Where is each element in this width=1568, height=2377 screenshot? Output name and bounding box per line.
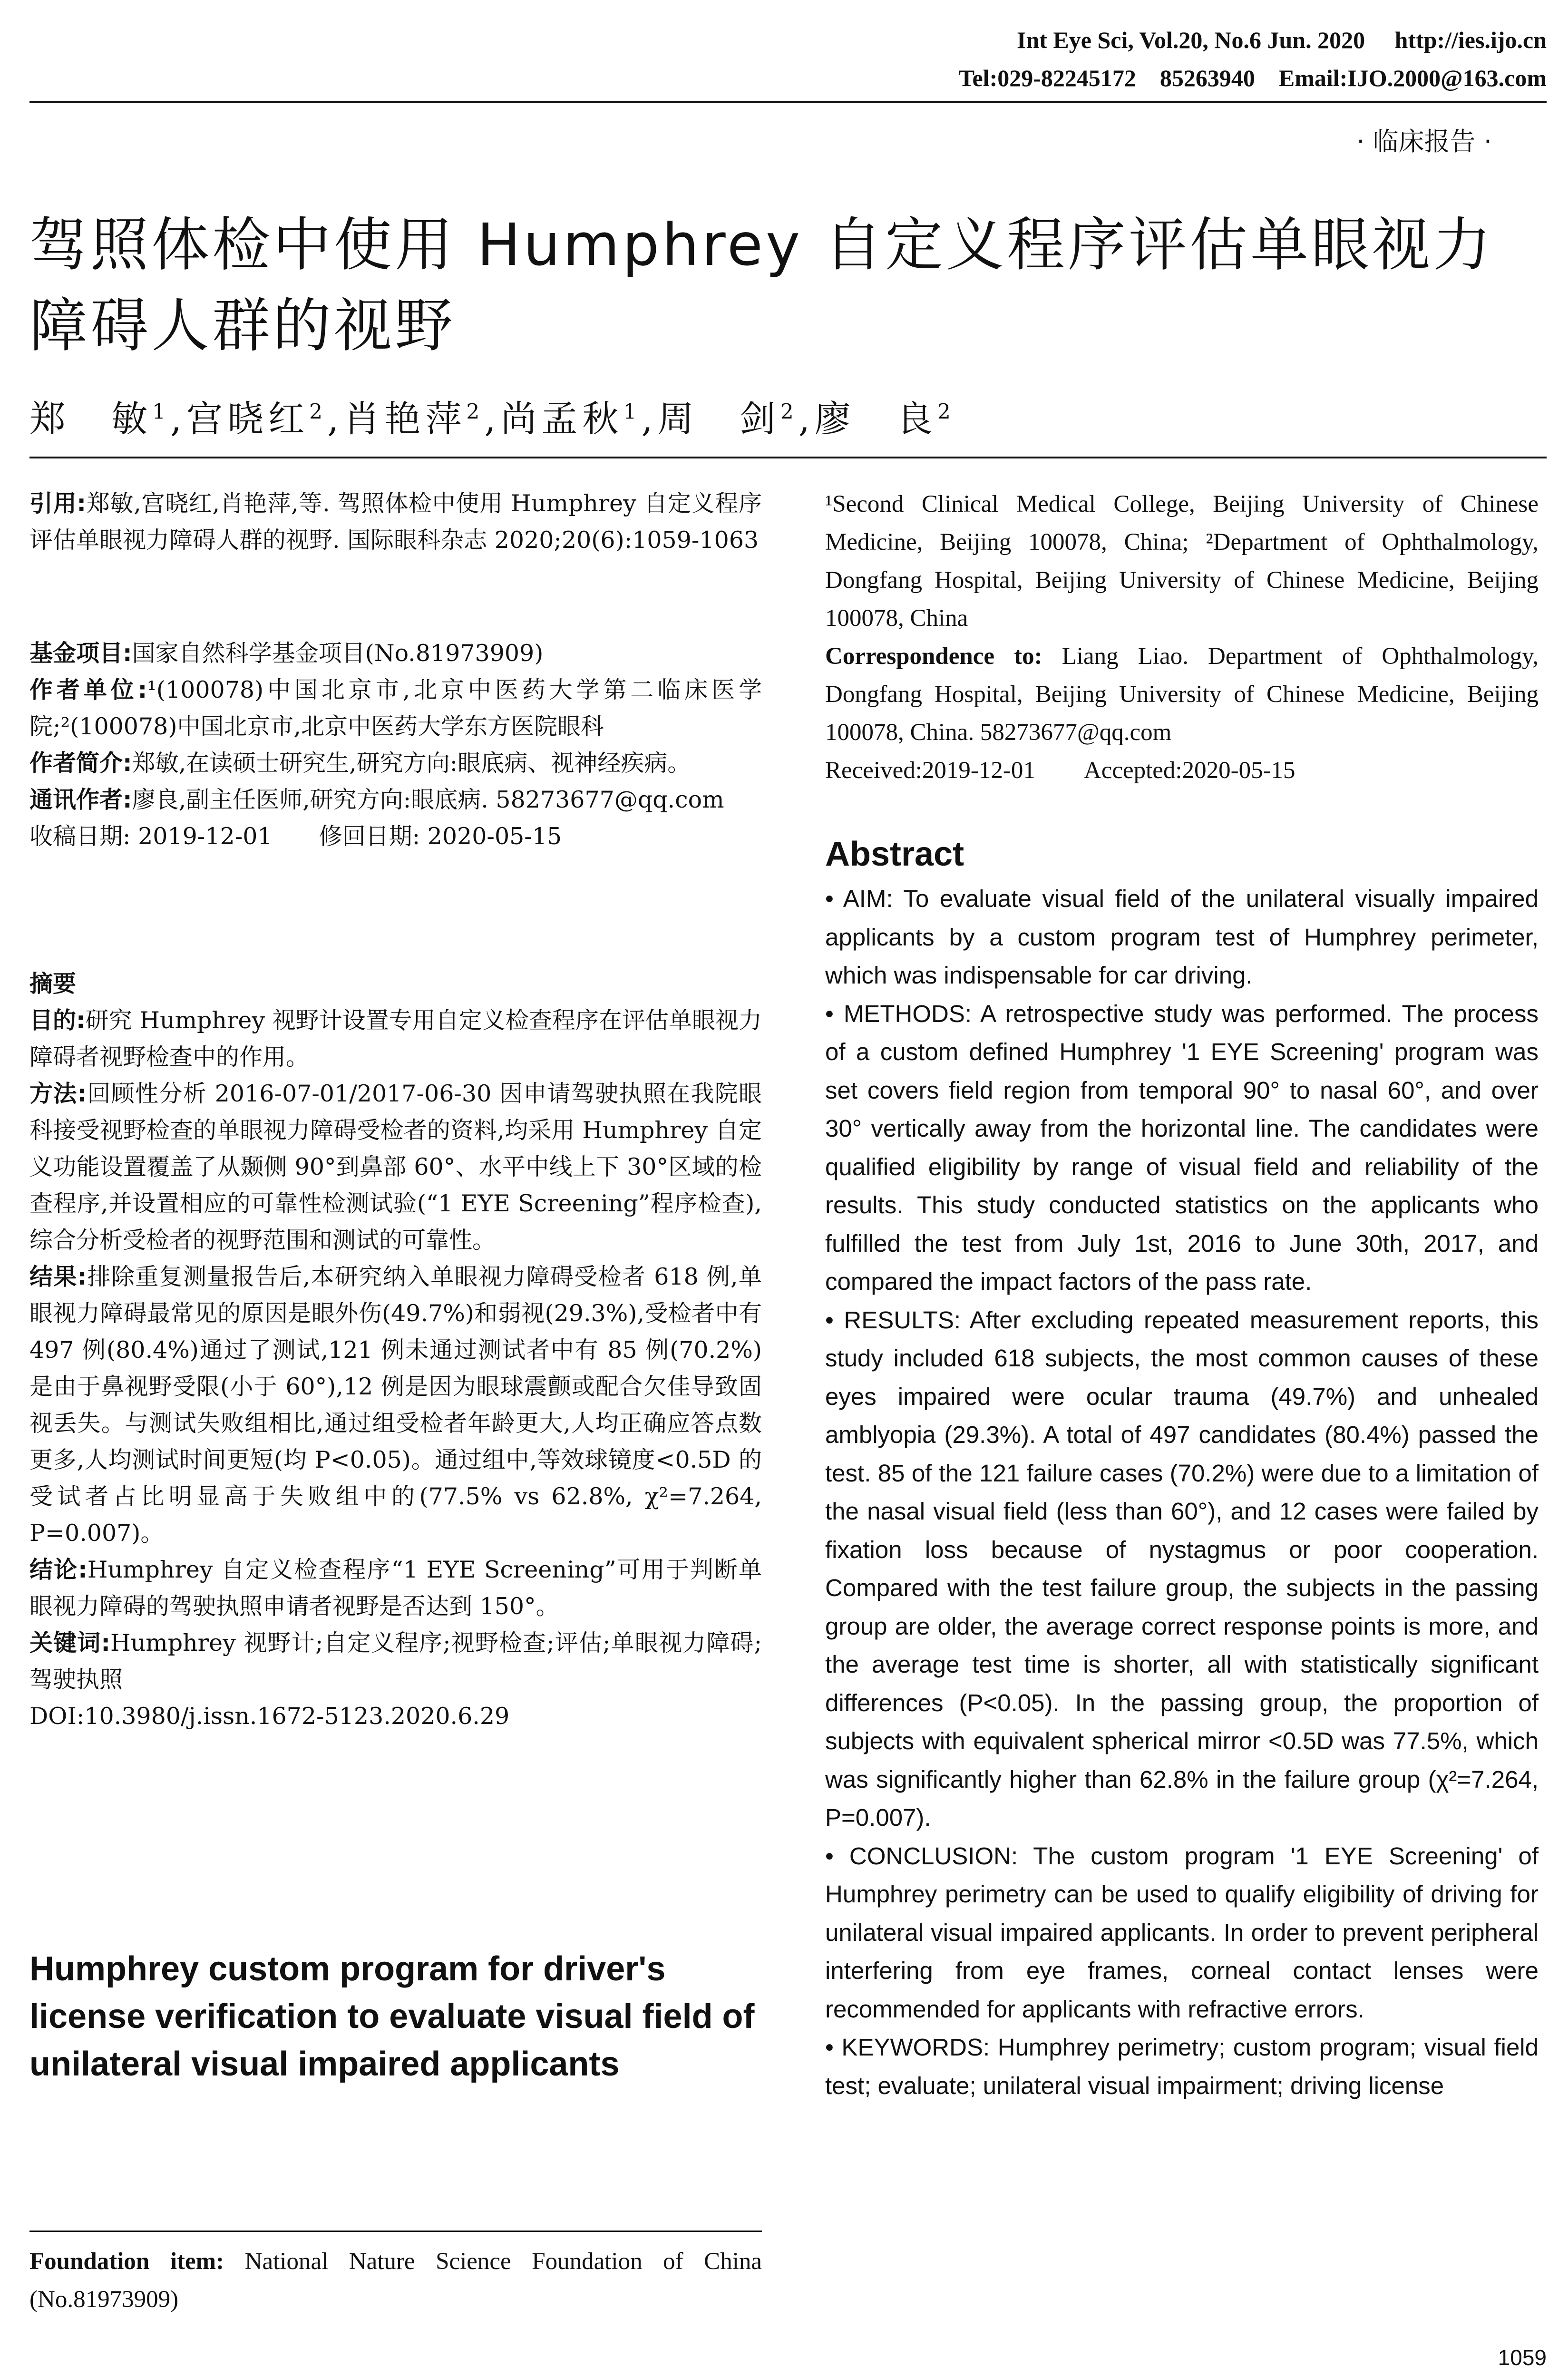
footnote-divider <box>29 2231 762 2232</box>
correspondence-text: Liang Liao. Department of Ophthalmology, Dongfang Hospital, Beijing University of Chinese Medicine, Beijing 100078, China. 58273677@qq.com <box>825 643 1539 746</box>
dates-cn: 收稿日期: 2019-12-01 修回日期: 2020-05-15 <box>29 823 562 850</box>
abstract-en-results: • RESULTS: After excluding repeated measurement reports, this study included 618 subjects, the most common causes of these eyes impaired were ocular trauma (49.7%) and unhealed amblyopia (29.3%). A total of 497 candidates (80.4%) passed the test. 85 of the 121 failure cases (70.2%) were due to a limitation of the nasal visual field (less than 60°), and 12 cases were failed by fixation loss because of nystagmus or poor cooperation. Compared with the test failure group, the subjects in the passing group are older, the average correct response points is more, and the average test time is shorter, all with statistically significant differences (P<0.05). In the passing group, the proportion of subjects with equivalent spherical mirror <0.5D was 77.5%, which was significantly higher than 62.8% in the failure group (χ²=7.264, P=0.007). <box>825 1306 1539 1831</box>
fund-text: 国家自然科学基金项目(No.81973909) <box>132 640 544 667</box>
conclusion-text: Humphrey 自定义检查程序“1 EYE Screening”可用于判断单眼视力障碍的驾驶执照申请者视野是否达到 150°。 <box>29 1556 762 1620</box>
foundation-label: Foundation item: <box>29 2248 224 2275</box>
author-affiliation-mark: 1 <box>152 399 170 424</box>
journal-header-contact: Tel:029-82245172 85263940 Email:IJO.2000@163.com <box>958 65 1547 91</box>
methods-text: 回顾性分析 2016-07-01/2017-06-30 因申请驾驶执照在我院眼科接受视野检查的单眼视力障碍受检者的资料,均采用 Humphrey 自定义功能设置覆盖了从颞侧 90°到鼻部 60°、水平中线上下 30°区域的检查程序,并设置相应的可靠性检测试验(“1 EYE Screening”程序检查),综合分析受检者的视野范围和测试的可靠性。 <box>29 1080 762 1254</box>
article-info-block <box>29 635 762 855</box>
abstract-en-conclusion: • CONCLUSION: The custom program '1 EYE Screening' of Humphrey perimetry can be used to qualify eligibility of driving for unilateral visual impaired applicants. In order to prevent peripheral interfering from eye frames, corneal contact lenses were recommended for applicants with refractive errors. <box>825 1842 1539 2023</box>
abstract-cn <box>29 965 762 1734</box>
author-name: 尚孟秋 <box>500 398 623 440</box>
foundation-text: National Nature Science Foundation of China (No.81973909) <box>29 2248 762 2313</box>
bio-text: 郑敏,在读硕士研究生,研究方向:眼底病、视神经疾病。 <box>132 750 691 777</box>
citation-text: 郑敏,宫晓红,肖艳萍,等. 驾照体检中使用 Humphrey 自定义程序评估单眼视力障碍人群的视野. 国际眼科杂志 2020;20(6):1059-1063 <box>29 490 762 554</box>
abstract-en-methods: • METHODS: A retrospective study was performed. The process of a custom defined Humphrey '1 EYE Screening' program was set covers field region from temporal 90° to nasal 60°, and over 30° vertically away from the horizontal line. The candidates were qualified eligibility by range of visual field and reliability of the results. This study conducted statistics on the applicants who fulfilled the test from July 1st, 2016 to June 30th, 2017, and compared the impact factors of the pass rate. <box>825 1000 1539 1295</box>
article-title-cn: 驾照体检中使用 Humphrey 自定义程序评估单眼视力障碍人群的视野 <box>29 211 1494 360</box>
author-affiliation-mark: 2 <box>780 399 799 424</box>
results-text: 排除重复测量报告后,本研究纳入单眼视力障碍受检者 618 例,单眼视力障碍最常见的原因是眼外伤(49.7%)和弱视(29.3%),受检者中有 497 例(80.4%)通过了测试,121 例未通过测试者中有 85 例(70.2%)是由于鼻视野受限(小于 60°),12 例是因为眼球震颤或配合欠佳导致固视丢失。与测试失败组相比,通过组受检者年龄更大,人均正确应答点数更多,人均测试时间更短(均 P<0.05)。通过组中,等效球镜度<0.5D 的受试者占比明显高于失败组中的(77.5% vs 62.8%, χ²=7.264, P=0.007)。 <box>29 1263 762 1547</box>
received-accepted: Received:2019-12-01 Accepted:2020-05-15 <box>825 757 1295 784</box>
doi: DOI:10.3980/j.issn.1672-5123.2020.6.29 <box>29 1703 510 1730</box>
title-divider <box>29 457 1547 458</box>
author-name: 宫晓红 <box>186 398 310 440</box>
correspondence-block <box>825 637 1539 789</box>
author-list-cn: 郑 敏$^1$,宫晓红$^2$,肖艳萍$^2$,尚孟秋$^1$,周 剑$^2$,廖 良$^2$ <box>29 398 955 440</box>
citation-block <box>29 485 762 558</box>
author-affiliation-mark: 2 <box>309 399 328 424</box>
author-name: 廖 良 <box>814 398 937 440</box>
header-divider <box>29 101 1547 103</box>
author-affiliation-mark: 2 <box>466 399 485 424</box>
aim-text: 研究 Humphrey 视野计设置专用自定义检查程序在评估单眼视力障碍者视野检查中的作用。 <box>29 1007 762 1071</box>
article-title-en: Humphrey custom program for driver's license verification to evaluate visual field of unilateral visual impaired applicants <box>29 1950 755 2083</box>
affiliations-en: ¹Second Clinical Medical College, Beijing University of Chinese Medicine, Beijing 100078, China; ²Department of Ophthalmology, Dongfang Hospital, Beijing University of Chinese Medicine, Beijing 100078, China <box>825 491 1539 632</box>
unit-text: ¹(100078)中国北京市,北京中医药大学第二临床医学院;²(100078)中国北京市,北京中医药大学东方医院眼科 <box>29 676 762 740</box>
keywords-label: 关键词: <box>29 1629 110 1656</box>
abstract-cn-heading: 摘要 <box>29 970 77 997</box>
corr-text: 廖良,副主任医师,研究方向:眼底病. 58273677@qq.com <box>132 786 724 813</box>
corr-label: 通讯作者: <box>29 786 132 813</box>
bio-label: 作者简介: <box>29 750 132 777</box>
foundation-item <box>29 2242 762 2319</box>
results-label: 结果: <box>29 1263 87 1290</box>
citation-label: 引用: <box>29 490 87 517</box>
abstract-en-aim: • AIM: To evaluate visual field of the unilateral visually impaired applicants by a custom program test of Humphrey perimeter, which was indispensable for car driving. <box>825 885 1539 989</box>
journal-header-citation: Int Eye Sci, Vol.20, No.6 Jun. 2020 http://ies.ijo.cn <box>1016 27 1547 53</box>
aim-label: 目的: <box>29 1007 86 1034</box>
section-label: · 临床报告 · <box>1356 127 1492 156</box>
methods-label: 方法: <box>29 1080 87 1107</box>
author-name: 周 剑 <box>657 398 780 440</box>
author-name: 肖艳萍 <box>343 398 467 440</box>
keywords-text: Humphrey 视野计;自定义程序;视野检查;评估;单眼视力障碍;驾驶执照 <box>29 1629 762 1693</box>
author-affiliation-mark: 1 <box>623 399 642 424</box>
fund-label: 基金项目: <box>29 640 132 667</box>
correspondence-label: Correspondence to: <box>825 643 1042 670</box>
author-affiliation-mark: 2 <box>937 399 955 424</box>
conclusion-label: 结论: <box>29 1556 88 1583</box>
abstract-en-keywords: • KEYWORDS: Humphrey perimetry; custom program; visual field test; evaluate; unilateral visual impairment; driving license <box>825 2034 1539 2099</box>
page-number: 1059 <box>1498 2345 1547 2370</box>
abstract-en-heading: Abstract <box>825 835 964 873</box>
author-name: 郑 敏 <box>29 398 152 440</box>
unit-label: 作者单位: <box>29 676 147 703</box>
abstract-en <box>825 880 1539 2105</box>
